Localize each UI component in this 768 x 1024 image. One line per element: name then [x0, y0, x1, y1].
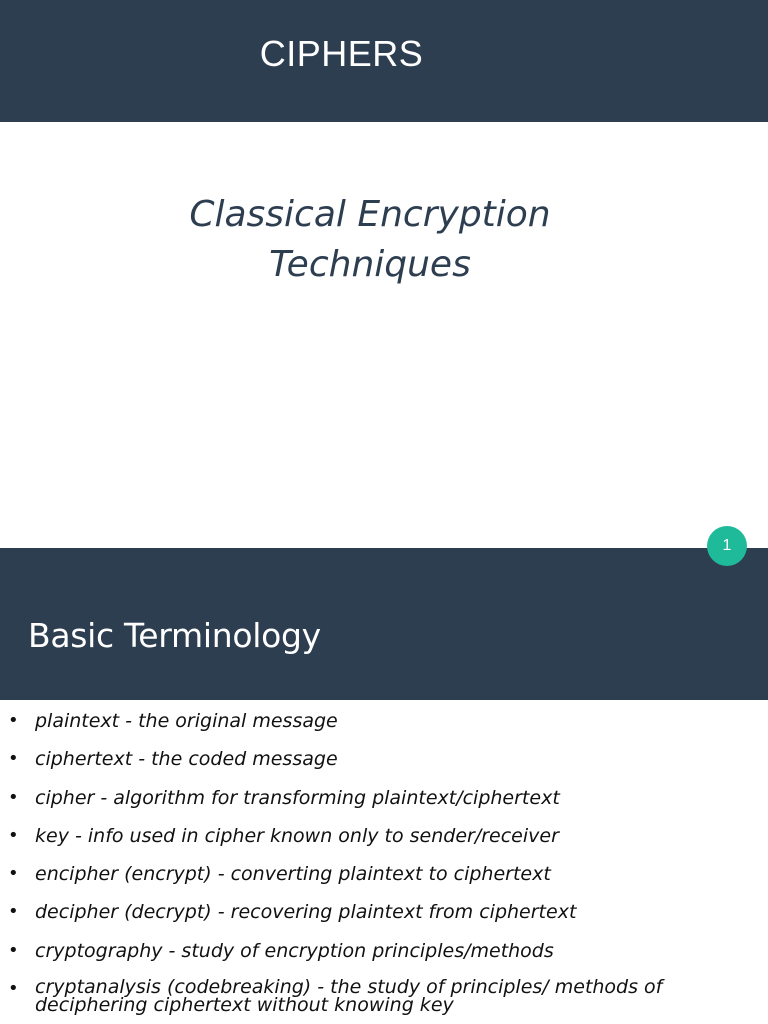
list-item-line-1: cryptanalysis (codebreaking) - the study of principles/ methods of — [35, 976, 663, 999]
bullet-icon: • — [8, 710, 19, 731]
bullet-icon: • — [8, 824, 19, 846]
terminology-list — [0, 707, 768, 1017]
bullet-icon: • — [8, 786, 19, 808]
list-item-text — [35, 976, 663, 1017]
list-item-text: cryptography - study of encryption principles/methods — [35, 939, 554, 962]
list-item-text: plaintext - the original message — [35, 710, 338, 732]
subtitle-line-1: Classical Encryption — [189, 194, 551, 235]
list-item — [0, 937, 768, 975]
list-item — [0, 860, 768, 898]
bullet-icon: • — [8, 901, 19, 923]
slide-subtitle — [120, 190, 620, 290]
list-item-text: cipher - algorithm for transforming plaintext/ciphertext — [35, 786, 560, 809]
list-item — [0, 707, 768, 745]
header-title: CIPHERS — [259, 33, 424, 74]
bullet-icon: • — [8, 978, 19, 1000]
list-item — [0, 822, 768, 860]
bullet-icon: • — [8, 748, 19, 770]
list-item — [0, 745, 768, 783]
title-slide-header — [0, 0, 768, 122]
list-item-line-2a: deciphering ciphertext — [35, 994, 257, 1017]
page-number-badge: 1 — [707, 526, 747, 566]
bullet-icon: • — [8, 863, 19, 885]
list-item-text: decipher (decrypt) - recovering plaintext from ciphertext — [35, 901, 577, 924]
subtitle-line-2: Techniques — [269, 244, 471, 285]
list-item-line-2b: knowing key — [328, 994, 454, 1017]
list-item — [0, 898, 768, 936]
terminology-slide-header — [0, 548, 768, 700]
list-item-text: encipher (encrypt) - converting plaintext to ciphertext — [35, 863, 551, 886]
list-item — [0, 784, 768, 822]
emphasis-word: without — [256, 994, 329, 1017]
list-item — [0, 975, 768, 1017]
bullet-icon: • — [8, 939, 19, 961]
slide-title: Basic Terminology — [28, 616, 321, 655]
list-item-text: key - info used in cipher known only to sender/receiver — [35, 824, 559, 847]
list-item-text: ciphertext - the coded message — [35, 748, 338, 771]
